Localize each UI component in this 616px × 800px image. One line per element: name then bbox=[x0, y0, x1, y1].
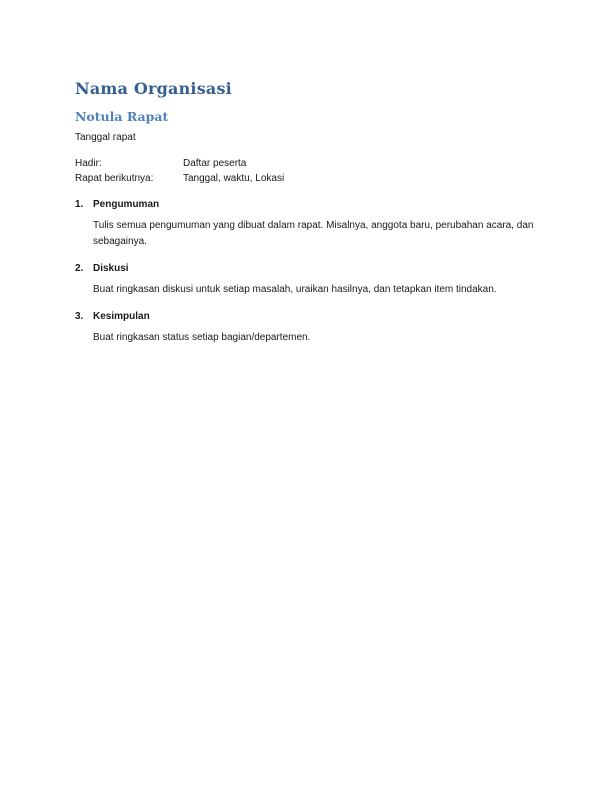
section-number: 1. bbox=[75, 199, 84, 210]
section-body: Tulis semua pengumuman yang dibuat dalam rapat. Misalnya, anggota baru, perubahan acara, dan sebagainya. bbox=[93, 220, 534, 247]
section-title: Pengumuman bbox=[93, 199, 160, 210]
meeting-date: Tanggal rapat bbox=[75, 132, 136, 143]
section-announcements bbox=[75, 198, 545, 250]
section-heading bbox=[75, 310, 545, 324]
section-number: 2. bbox=[75, 263, 84, 274]
info-label: Rapat berikutnya: bbox=[75, 172, 154, 184]
info-row-next-meeting bbox=[75, 172, 545, 187]
info-value: Tanggal, waktu, Lokasi bbox=[183, 172, 285, 184]
section-number: 3. bbox=[75, 311, 84, 322]
section-body: Buat ringkasan diskusi untuk setiap masalah, uraikan hasilnya, dan tetapkan item tindakan. bbox=[93, 284, 497, 295]
info-value: Daftar peserta bbox=[183, 158, 247, 169]
info-row-attendees bbox=[75, 157, 545, 172]
section-discussion bbox=[75, 262, 545, 298]
section-title: Diskusi bbox=[93, 263, 129, 274]
section-heading bbox=[75, 262, 545, 276]
organization-name: Nama Organisasi bbox=[75, 79, 232, 98]
document-page bbox=[75, 78, 545, 346]
section-heading bbox=[75, 198, 545, 212]
section-body: Buat ringkasan status setiap bagian/departemen. bbox=[93, 332, 311, 343]
info-label: Hadir: bbox=[75, 158, 102, 169]
meeting-info bbox=[75, 157, 545, 186]
document-title: Notula Rapat bbox=[75, 109, 169, 124]
section-title: Kesimpulan bbox=[93, 311, 150, 322]
section-conclusion bbox=[75, 310, 545, 346]
